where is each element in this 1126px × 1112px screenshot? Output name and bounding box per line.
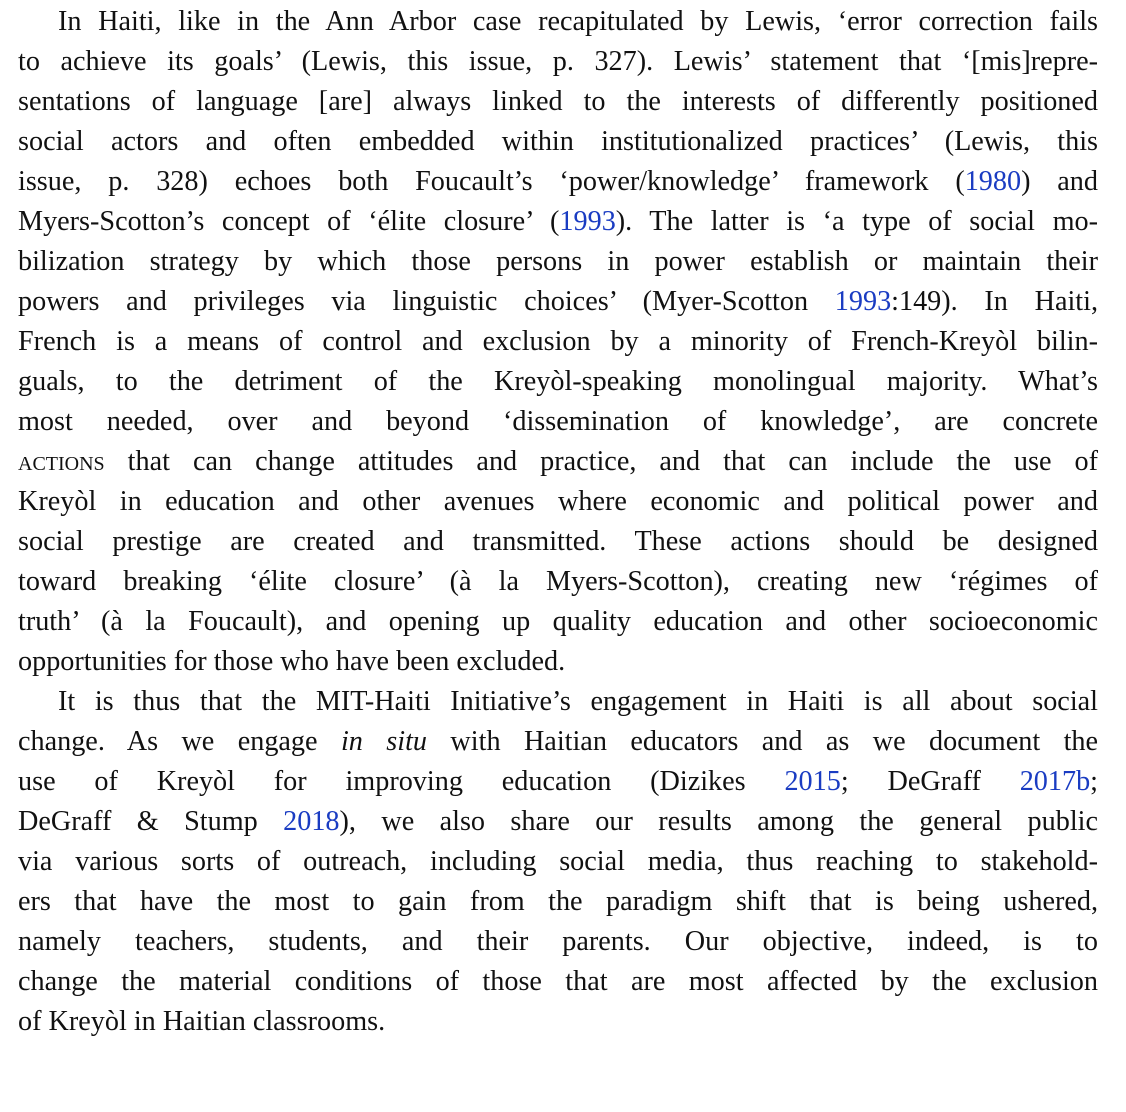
text-segment: issue, p. 328) echoes both Foucault’s ‘power/knowledge’ framework ( <box>18 166 965 197</box>
text-segment: DeGraff & Stump <box>18 806 284 837</box>
text-line <box>18 842 1098 882</box>
small-caps-term: actions <box>18 446 105 477</box>
text-line <box>18 2 1098 42</box>
text-line <box>18 122 1098 162</box>
text-segment: Myers-Scotton’s concept of ‘élite closure’ ( <box>18 206 560 237</box>
text-line <box>18 762 1098 802</box>
text-segment: change. As we engage <box>18 726 341 757</box>
text-segment: In Haiti, like in the Ann Arbor case recapitulated by Lewis, ‘error correction fails <box>58 6 1098 37</box>
text-line <box>18 522 1098 562</box>
text-segment: that can change attitudes and practice, and that can include the use of <box>104 446 1098 477</box>
text-segment: truth’ (à la Foucault), and opening up quality education and other socioeconomic <box>18 606 1098 637</box>
text-line <box>18 162 1098 202</box>
text-segment: ). The latter is ‘a type of social mo- <box>615 206 1099 237</box>
text-line <box>18 282 1098 322</box>
paragraph-2 <box>18 682 1098 1042</box>
text-line <box>18 482 1098 522</box>
text-segment: It is thus that the MIT-Haiti Initiative’s engagement in Haiti is all about social <box>58 686 1098 717</box>
text-segment: guals, to the detriment of the Kreyòl-speaking monolingual majority. What’s <box>18 366 1098 397</box>
text-segment: bilization strategy by which those persons in power establish or maintain their <box>18 246 1098 277</box>
text-segment: ers that have the most to gain from the paradigm shift that is being ushered, <box>18 886 1098 917</box>
text-line <box>18 362 1098 402</box>
text-line <box>18 402 1098 442</box>
text-segment: French is a means of control and exclusion by a minority of French-Kreyòl bilin- <box>18 326 1098 357</box>
text-line <box>18 442 1098 482</box>
text-segment: sentations of language [are] always linked to the interests of differently positioned <box>18 86 1098 117</box>
text-segment: ; DeGraff <box>840 766 1020 797</box>
text-segment: powers and privileges via linguistic choices’ (Myer-Scotton <box>18 286 835 317</box>
text-line <box>18 322 1098 362</box>
text-segment: opportunities for those who have been excluded. <box>18 646 566 677</box>
text-line <box>18 202 1098 242</box>
text-line <box>18 562 1098 602</box>
citation-link[interactable]: 1993 <box>834 286 892 317</box>
text-segment: most needed, over and beyond ‘dissemination of knowledge’, are concrete <box>18 406 1098 437</box>
text-line <box>18 602 1098 642</box>
text-segment: with Haitian educators and as we document the <box>427 726 1099 757</box>
text-segment: ), we also share our results among the general public <box>339 806 1098 837</box>
text-segment: social prestige are created and transmitted. These actions should be designed <box>18 526 1098 557</box>
text-segment: change the material conditions of those that are most affected by the exclusion <box>18 966 1098 997</box>
paragraph-1 <box>18 2 1098 682</box>
citation-link[interactable]: 2015 <box>784 766 841 797</box>
text-segment: ) and <box>1021 166 1098 197</box>
text-line <box>18 242 1098 282</box>
text-line <box>18 922 1098 962</box>
text-line <box>18 882 1098 922</box>
text-line <box>18 82 1098 122</box>
citation-link[interactable]: 2018 <box>283 806 340 837</box>
citation-link[interactable]: 1993 <box>559 206 616 237</box>
text-segment: use of Kreyòl for improving education (Dizikes <box>18 766 785 797</box>
text-segment: to achieve its goals’ (Lewis, this issue, p. 327). Lewis’ statement that ‘[mis]repre- <box>18 46 1098 77</box>
text-segment: namely teachers, students, and their parents. Our objective, indeed, is to <box>18 926 1098 957</box>
text-line <box>18 962 1098 1002</box>
text-segment: :149). In Haiti, <box>891 286 1099 317</box>
text-line <box>18 682 1098 722</box>
italic-term: in situ <box>340 726 428 757</box>
text-segment: social actors and often embedded within institutionalized practices’ (Lewis, this <box>18 126 1098 157</box>
text-segment: ; <box>1090 766 1098 797</box>
text-segment: Kreyòl in education and other avenues where economic and political power and <box>18 486 1098 517</box>
text-line <box>18 722 1098 762</box>
text-line <box>18 42 1098 82</box>
citation-link[interactable]: 2017b <box>1019 766 1091 797</box>
text-line <box>18 642 1098 682</box>
text-segment: via various sorts of outreach, including social media, thus reaching to stakehold- <box>18 846 1098 877</box>
text-line <box>18 802 1098 842</box>
text-segment: toward breaking ‘élite closure’ (à la Myers-Scotton), creating new ‘régimes of <box>18 566 1098 597</box>
citation-link[interactable]: 1980 <box>964 166 1022 197</box>
text-line <box>18 1002 1098 1042</box>
text-segment: of Kreyòl in Haitian classrooms. <box>18 1006 386 1037</box>
article-page <box>18 2 1098 1042</box>
